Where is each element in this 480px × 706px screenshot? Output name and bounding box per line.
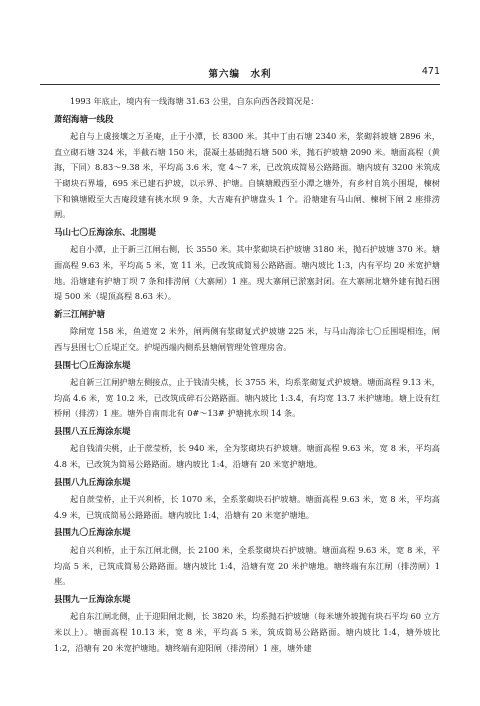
- section-body: 起自与上虞接壤之万圣庵，止于小潭，长 8300 米。其中丁由石塘 2340 米，浆砌斜坡塘 2896 米，直立砌石塘 324 米，半截石塘 150 米，混凝土基础抛石塘 500 米，抛石护坡塘 2090 米。塘面高程（黄海，下同）8.83～9.38 米，平均高 3.6 米，宽 4～7 米，已改筑成简易公路路面。塘内坡有 3200 米筑成干砌块石界墙，695 米已建石护坡，以示界、护塘。自镇塘殿西至小潭之塘外，有乡村自筑小围堤，楝树下和镇塘殿至大吉庵段建有挑水坝 9 条，大吉庵有护塘盘头 1 个。沿塘建有马山闸、楝树下闸 2 座排涝闸。: [54, 131, 440, 220]
- section-heading: 县围七〇丘海涂东堤: [54, 360, 131, 371]
- section-heading: 县围九〇丘海涂东堤: [54, 528, 131, 539]
- intro-paragraph: 1993 年底止，境内有一线海塘 31.63 公里，自东向西各段简况是：: [70, 96, 319, 106]
- header-divider: [40, 84, 440, 85]
- section-heading: 县围八五丘海涂东堤: [54, 426, 131, 437]
- main-text: [54, 94, 440, 656]
- section-heading: 马山七〇丘海涂东、北围堤: [54, 227, 157, 238]
- page-number: 471: [421, 66, 440, 77]
- section-heading: 新三江闸护塘: [54, 309, 106, 320]
- section-body: 起自新三江闸护塘左侧接点，止于钱清尖桃，长 3755 米，均系浆砌复式护坡塘。塘面高程 9.13 米，均高 4.6 米，宽 10.2 米，已改筑成碎石公路路面。塘内坡比 1:3.4，有均宽 13.7 米护塘地。塘上设有红桥闸（排涝）1 座。塘外自南而北有 0#～13# 护塘挑水坝 14 条。: [54, 377, 440, 419]
- section-heading: 县围九一丘海涂东堤: [54, 594, 131, 605]
- section-body: 起自小潭，止于新三江闸右侧，长 3550 米。其中浆砌块石护坡塘 3180 米，抛石护坡塘 370 米。塘面高程 9.63 米，平均高 5 米，宽 11 米，已改筑成简易公路路面。塘内坡比 1:3，内有平均 20 米宽护塘地。沿塘建有护塘丁坝 7 条和排涝闸（大寨闸）1 座。现大寨闸已淤塞封闭。在大寨闸北塘外建有抛石围堤 500 米（堤顶高程 8.63 米）。: [54, 244, 440, 302]
- section-body: 除闸宽 158 米，鱼道宽 2 米外，闸两侧有浆砌复式护坡塘 225 米，与马山海涂七〇丘围堤相连，闸西与县围七〇丘堤正交。护堤西端内侧系县塘闸管理处管理房舍。: [54, 326, 440, 352]
- running-header: [40, 66, 440, 84]
- section-body: 起自兴利桥，止于东江闸北侧，长 2100 米，全系浆砌块石护坡塘。塘面高程 9.63 米，宽 8 米，平均高 5 米，已筑成简易公路路面。塘内坡比 1:4，沿塘有宽 20 米护塘地。塘终端有东江闸（排涝闸）1 座。: [54, 545, 440, 587]
- section-heading: 萧绍海塘一线段: [54, 114, 114, 125]
- chapter-title: 第六编 水利: [208, 69, 272, 80]
- section-heading: 县围八九丘海涂东堤: [54, 477, 131, 488]
- section-body: 起自钱清尖桃，止于蔗莹桥，长 940 米，全为浆砌块石护坡塘。塘面高程 9.63 米，宽 8 米，平均高 4.8 米，已改筑为简易公路路面。塘内坡比 1:4，沿塘有 20 米宽护塘地。: [54, 443, 440, 470]
- section-body: 起自蔗莹桥，止于兴利桥，长 1070 米，全系浆砌块石护坡塘。塘面高程 9.63 米，宽 8 米，平均高 4.9 米，已筑成简易公路路面。塘内坡比 1:4，沿塘有 20 米宽护塘地。: [54, 494, 440, 520]
- section-body: 起自东江闸北侧，止于迎阳闸北侧，长 3820 米，均系抛石护坡塘（每米塘外坡抛有块石平均 60 立方米以上）。塘面高程 10.13 米，宽 8 米，平均高 5 米，筑成简易公路路面。塘内坡比 1:4，塘外坡比 1:2，沿塘有 20 米宽护塘地。塘终端有迎阳闸（排涝闸）1 座，塘外建: [54, 611, 440, 653]
